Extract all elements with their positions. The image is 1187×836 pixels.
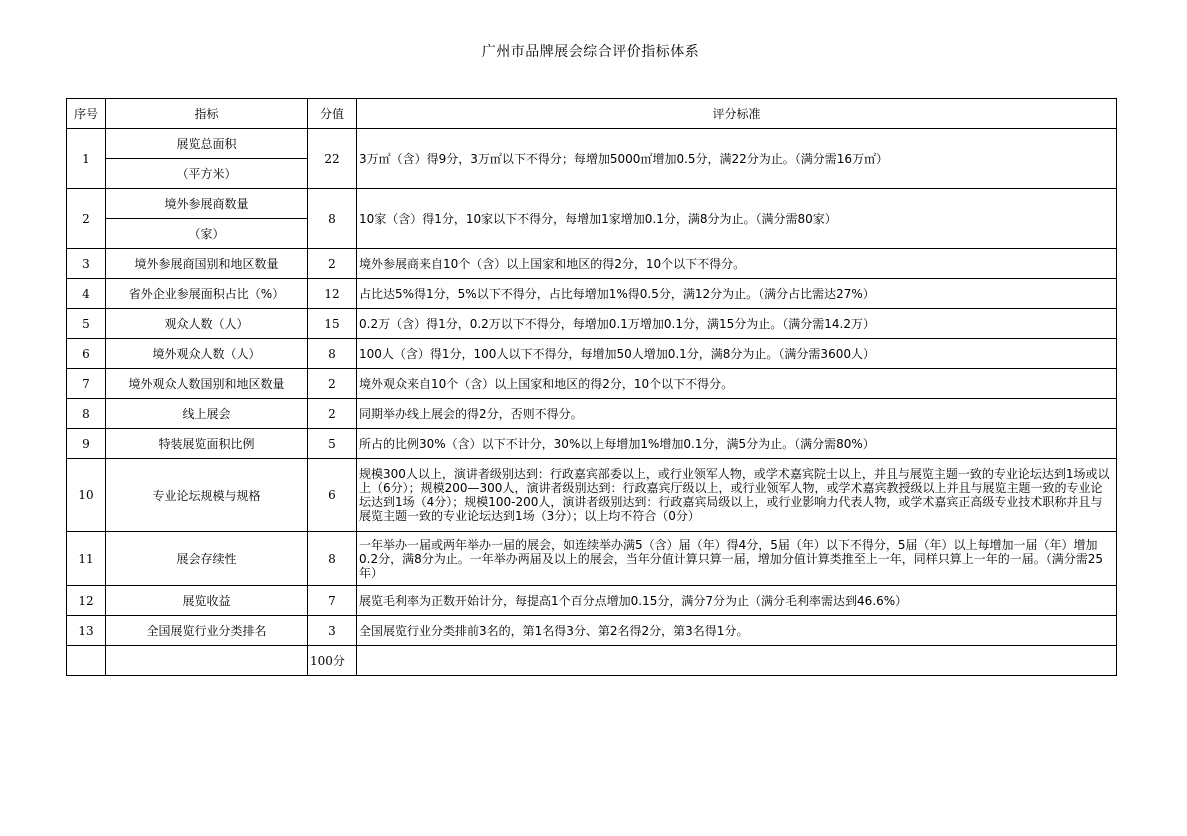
row-criteria: 同期举办线上展会的得2分，否则不得分。 — [357, 399, 1117, 429]
row-no: 2 — [67, 189, 106, 249]
total-empty-indicator — [106, 646, 308, 676]
row-indicator: 展览收益 — [106, 586, 308, 616]
row-criteria: 占比达5%得1分，5%以下不得分，占比每增加1%得0.5分，满12分为止。（满分占比需达27%） — [357, 279, 1117, 309]
row-score: 12 — [308, 279, 357, 309]
row-score: 3 — [308, 616, 357, 646]
row-score: 2 — [308, 399, 357, 429]
row-indicator: 展会存续性 — [106, 532, 308, 586]
table-row — [67, 369, 1117, 399]
row-no: 12 — [67, 586, 106, 616]
total-score: 100分 — [308, 646, 357, 676]
row-criteria: 10家（含）得1分，10家以下不得分，每增加1家增加0.1分，满8分为止。（满分需80家） — [357, 189, 1117, 249]
row-no: 11 — [67, 532, 106, 586]
row-no: 4 — [67, 279, 106, 309]
row-indicator: 境外观众人数（人） — [106, 339, 308, 369]
header-score: 分值 — [308, 99, 357, 129]
total-empty-criteria — [357, 646, 1117, 676]
table-row — [67, 532, 1117, 586]
total-row — [67, 646, 1117, 676]
table-row — [67, 616, 1117, 646]
table-row — [67, 309, 1117, 339]
table-row — [67, 459, 1117, 532]
header-no: 序号 — [67, 99, 106, 129]
table-row — [67, 249, 1117, 279]
row-no: 7 — [67, 369, 106, 399]
row-score: 2 — [308, 249, 357, 279]
table-row — [67, 189, 1117, 219]
row-criteria: 一年举办一届或两年举办一届的展会，如连续举办满5（含）届（年）得4分，5届（年）以下不得分，5届（年）以上每增加一届（年）增加0.2分，满8分为止。一年举办两届及以上的展会，当年分值计算只算一届，增加分值计算类推至上一年，同样只算上一年的一届。（满分需25年） — [357, 532, 1117, 586]
row-criteria: 境外观众来自10个（含）以上国家和地区的得2分，10个以下不得分。 — [357, 369, 1117, 399]
row-no: 5 — [67, 309, 106, 339]
row-criteria: 3万㎡（含）得9分，3万㎡以下不得分；每增加5000㎡增加0.5分，满22分为止。（满分需16万㎡） — [357, 129, 1117, 189]
header-row — [67, 99, 1117, 129]
row-indicator: 观众人数（人） — [106, 309, 308, 339]
table-row — [67, 429, 1117, 459]
row-indicator: 境外观众人数国别和地区数量 — [106, 369, 308, 399]
table-row — [67, 279, 1117, 309]
row-criteria: 展览毛利率为正数开始计分，每提高1个百分点增加0.15分，满分7分为止（满分毛利率需达到46.6%） — [357, 586, 1117, 616]
row-indicator-unit: （家） — [106, 219, 308, 249]
row-score: 15 — [308, 309, 357, 339]
table-row — [67, 586, 1117, 616]
evaluation-table — [66, 98, 1117, 676]
row-criteria: 全国展览行业分类排前3名的，第1名得3分、第2名得2分，第3名得1分。 — [357, 616, 1117, 646]
row-criteria: 所占的比例30%（含）以下不计分，30%以上每增加1%增加0.1分，满5分为止。（满分需80%） — [357, 429, 1117, 459]
row-no: 10 — [67, 459, 106, 532]
row-criteria: 100人（含）得1分，100人以下不得分，每增加50人增加0.1分，满8分为止。（满分需3600人） — [357, 339, 1117, 369]
row-criteria: 0.2万（含）得1分，0.2万以下不得分，每增加0.1万增加0.1分，满15分为止。（满分需14.2万） — [357, 309, 1117, 339]
row-indicator: 全国展览行业分类排名 — [106, 616, 308, 646]
row-indicator: 省外企业参展面积占比（%） — [106, 279, 308, 309]
row-score: 8 — [308, 339, 357, 369]
row-score: 8 — [308, 532, 357, 586]
row-no: 9 — [67, 429, 106, 459]
row-score: 6 — [308, 459, 357, 532]
row-score: 5 — [308, 429, 357, 459]
row-score: 7 — [308, 586, 357, 616]
row-no: 6 — [67, 339, 106, 369]
row-indicator-unit: （平方米） — [106, 159, 308, 189]
row-no: 13 — [67, 616, 106, 646]
header-indicator: 指标 — [106, 99, 308, 129]
row-no: 3 — [67, 249, 106, 279]
row-no: 1 — [67, 129, 106, 189]
row-indicator: 境外参展商数量 — [106, 189, 308, 219]
row-score: 22 — [308, 129, 357, 189]
row-criteria: 境外参展商来自10个（含）以上国家和地区的得2分，10个以下不得分。 — [357, 249, 1117, 279]
total-empty-no — [67, 646, 106, 676]
row-indicator: 境外参展商国别和地区数量 — [106, 249, 308, 279]
page-title: 广州市品牌展会综合评价指标体系 — [481, 44, 700, 60]
header-criteria: 评分标准 — [357, 99, 1117, 129]
row-indicator: 专业论坛规模与规格 — [106, 459, 308, 532]
row-no: 8 — [67, 399, 106, 429]
row-score: 2 — [308, 369, 357, 399]
table-row — [67, 339, 1117, 369]
row-score: 8 — [308, 189, 357, 249]
row-indicator: 展览总面积 — [106, 129, 308, 159]
table-row — [67, 399, 1117, 429]
table-row — [67, 129, 1117, 159]
row-indicator: 线上展会 — [106, 399, 308, 429]
row-criteria: 规模300人以上，演讲者级别达到：行政嘉宾部委以上，或行业领军人物，或学术嘉宾院士以上，并且与展览主题一致的专业论坛达到1场或以上（6分）；规模200—300人，演讲者级别达到：行政嘉宾厅级以上，或行业领军人物，或学术嘉宾教授级以上并且与展览主题一致的专业论坛达到1场（4分）；规模100-200人，演讲者级别达到：行政嘉宾局级以上，或行业影响力代表人物，或学术嘉宾正高级专业技术职称并且与展览主题一致的专业论坛达到1场（3分）；以上均不符合（0分） — [357, 459, 1117, 532]
row-indicator: 特装展览面积比例 — [106, 429, 308, 459]
